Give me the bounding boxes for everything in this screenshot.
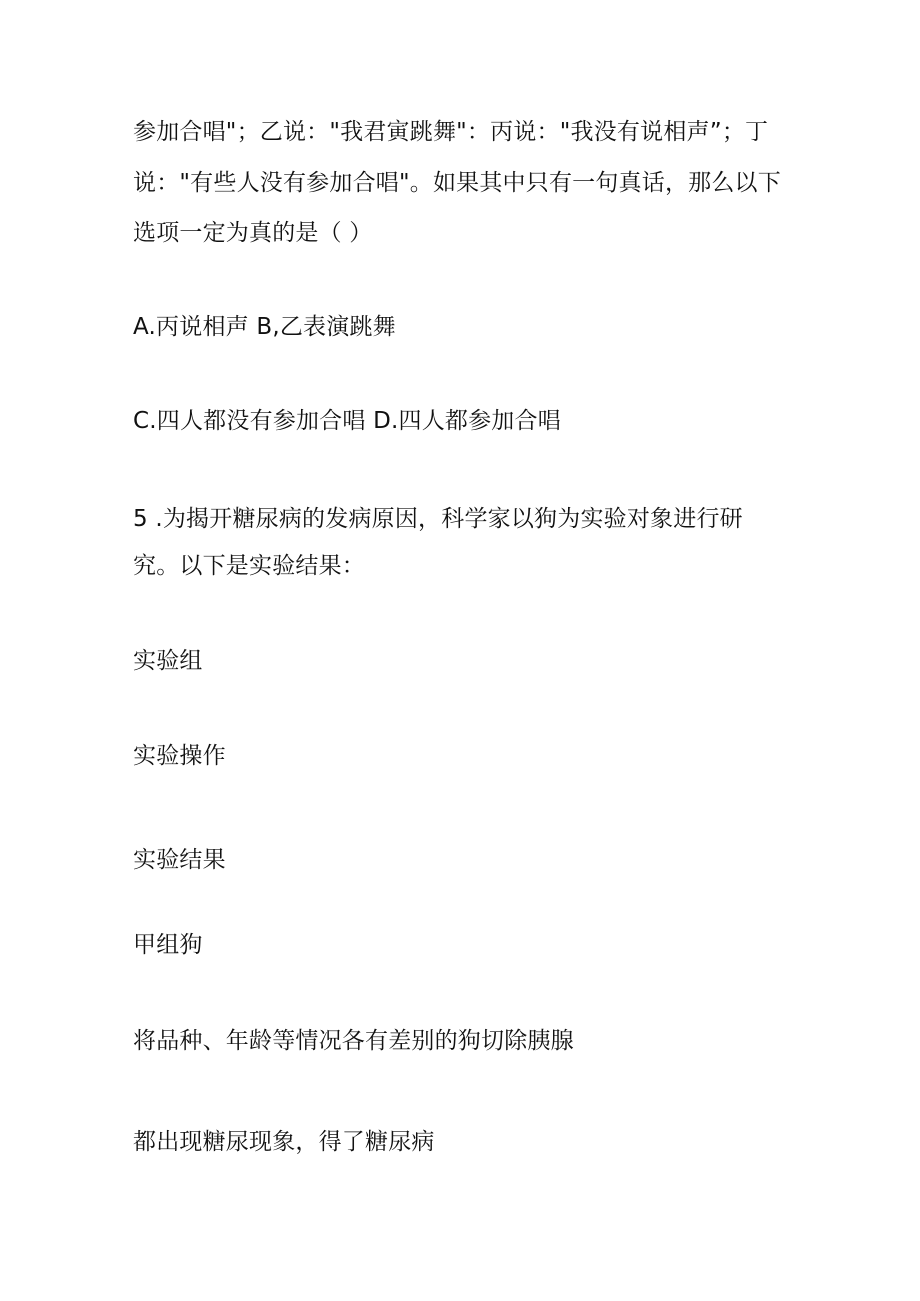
table-header-operation: 实验操作 <box>133 743 226 769</box>
question-5-stem-line-2: 究。以下是实验结果： <box>133 553 365 579</box>
table-row-operation-a: 将品种、年龄等情况各有差别的狗切除胰腺 <box>133 1028 574 1054</box>
table-row-result-a: 都出现糖尿现象，得了糖尿病 <box>133 1129 435 1155</box>
table-header-result: 实验结果 <box>133 847 226 873</box>
question-4-options-cd: C.四人都没有参加合唱 D.四人都参加合唱 <box>133 408 561 434</box>
table-row-group-a: 甲组狗 <box>133 932 203 958</box>
question-5-stem-line-1: 5 .为揭开糖尿病的发病原因，科学家以狗为实验对象进行研 <box>133 506 743 532</box>
question-4-continuation-line-3: 选项一定为真的是（ ） <box>133 220 373 246</box>
question-4-continuation-line-2: 说："有些人没有参加合唱"。如果其中只有一句真话，那么以下 <box>133 170 781 196</box>
question-4-options-ab: A.丙说相声 B,乙表演跳舞 <box>133 314 396 340</box>
question-4-continuation-line-1: 参加合唱"；乙说："我君寅跳舞"：丙说："我没有说相声”；丁 <box>133 119 769 145</box>
table-header-group: 实验组 <box>133 648 203 674</box>
